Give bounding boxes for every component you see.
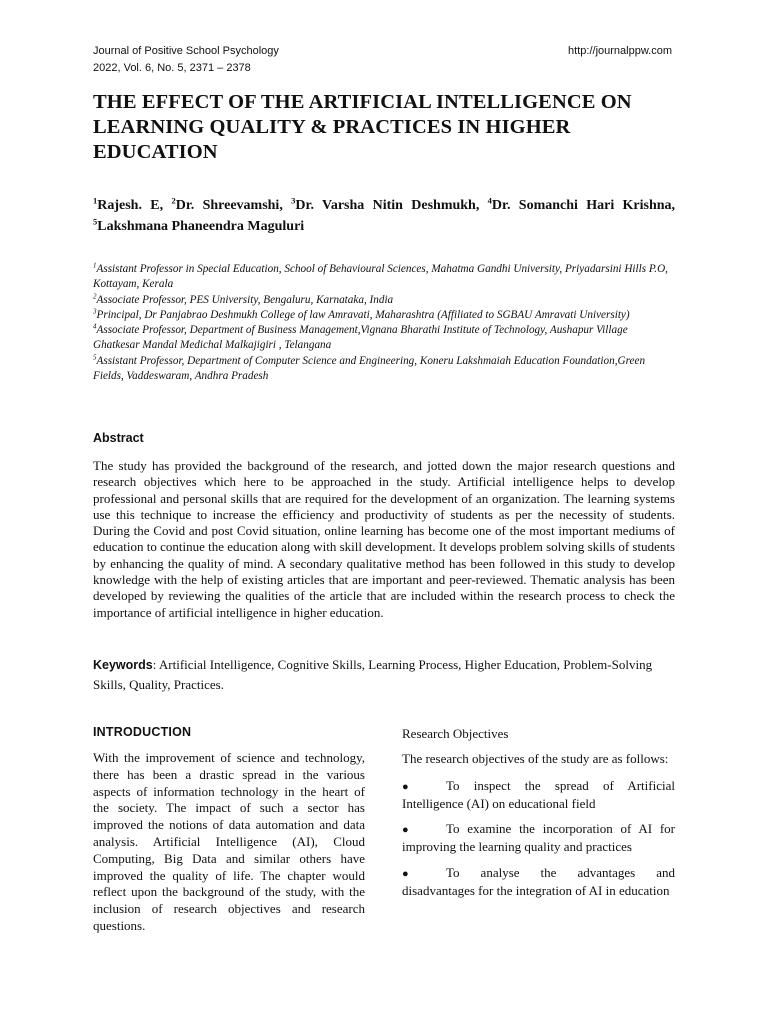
author-separator: , bbox=[279, 198, 292, 213]
keywords-text: : Artificial Intelligence, Cognitive Skills, Learning Process, Higher Education, Problem-Solving Skills, Quality, Practices. bbox=[93, 657, 653, 692]
author-number: 1 bbox=[93, 195, 98, 206]
author bbox=[171, 195, 280, 213]
author-name: Rajesh. E bbox=[97, 198, 160, 213]
list-item bbox=[402, 778, 675, 813]
list-item-text: To examine the incorporation of AI for improving the learning quality and practices bbox=[402, 821, 675, 855]
affiliation-text: Associate Professor, Department of Business Management,Vignana Bharathi Institute of Technology, Aushapur Village Ghatkesar Mandal Medichal Malkajigiri , Telangana bbox=[93, 324, 628, 352]
journal-volume: 2022, Vol. 6, No. 5, 2371 – 2378 bbox=[93, 62, 251, 74]
author-separator: , bbox=[671, 198, 676, 213]
introduction-column bbox=[93, 725, 365, 935]
affiliation-number: 4 bbox=[93, 322, 97, 331]
affiliation bbox=[93, 308, 675, 323]
author-name: Lakshmana Phaneendra Maguluri bbox=[97, 219, 305, 234]
author-separator: , bbox=[159, 198, 172, 213]
affiliation-number: 3 bbox=[93, 307, 97, 316]
research-objectives-list bbox=[402, 778, 675, 900]
keywords-label: Keywords bbox=[93, 658, 153, 672]
running-header bbox=[93, 43, 672, 77]
journal-name: Journal of Positive School Psychology bbox=[93, 45, 279, 57]
affiliation-text: Associate Professor, PES University, Bengaluru, Karnataka, India bbox=[96, 293, 394, 306]
author-number: 5 bbox=[93, 216, 98, 227]
list-item bbox=[402, 821, 675, 856]
journal-url[interactable]: http://journalppw.com bbox=[568, 45, 672, 57]
keywords bbox=[93, 655, 675, 695]
research-objectives-intro: The research objectives of the study are as follows: bbox=[402, 751, 669, 766]
affiliation bbox=[93, 262, 675, 293]
affiliation-text: Assistant Professor in Special Education, School of Behavioural Sciences, Mahatma Gandhi University, Priyadarsini Hills P.O, Kottayam, Kerala bbox=[93, 263, 668, 291]
affiliation bbox=[93, 354, 675, 385]
author-list bbox=[93, 195, 675, 237]
author-number: 4 bbox=[487, 195, 492, 206]
author-number: 2 bbox=[171, 195, 176, 206]
author-name: Dr. Shreevamshi bbox=[175, 198, 280, 213]
list-item bbox=[402, 865, 675, 900]
affiliation bbox=[93, 323, 675, 354]
research-objectives-heading: Research Objectives bbox=[402, 726, 509, 741]
abstract-heading: Abstract bbox=[93, 431, 144, 445]
author bbox=[487, 195, 672, 213]
bullet-icon: ● bbox=[402, 780, 409, 793]
affiliation-number: 5 bbox=[93, 353, 97, 362]
bullet-icon: ● bbox=[402, 867, 409, 880]
research-objectives-column bbox=[402, 725, 675, 909]
affiliation bbox=[93, 293, 675, 308]
introduction-body: With the improvement of science and technology, there has been a drastic spread in the various aspects of information technology in the heart of the society. The impact of such a sector has improved the notions of data automation and data analysis. Artificial Intelligence (AI), Cloud Computing, Big Data and similar others have improved the quality of life. The chapter would reflect upon the background of the study, with the inclusion of research objectives and research questions. bbox=[93, 750, 365, 933]
list-item-text: To inspect the spread of Artificial Intelligence (AI) on educational field bbox=[402, 777, 675, 811]
author-name: Dr. Varsha Nitin Deshmukh bbox=[295, 198, 476, 213]
author-separator: , bbox=[475, 198, 488, 213]
author-name: Dr. Somanchi Hari Krishna bbox=[491, 198, 672, 213]
affiliation-number: 2 bbox=[93, 291, 97, 300]
author-number: 3 bbox=[291, 195, 296, 206]
list-item-text: To analyse the advantages and disadvantages for the integration of AI in education bbox=[402, 864, 675, 898]
author bbox=[93, 216, 305, 234]
affiliation-text: Principal, Dr Panjabrao Deshmukh College of law Amravati, Maharashtra (Affiliated to SGBAU Amravati University) bbox=[96, 308, 630, 321]
affiliation-list bbox=[93, 262, 675, 384]
author bbox=[93, 195, 160, 213]
paper-title: THE EFFECT OF THE ARTIFICIAL INTELLIGENCE ON LEARNING QUALITY & PRACTICES IN HIGHER EDUCATION bbox=[93, 91, 632, 163]
bullet-icon: ● bbox=[402, 824, 409, 837]
abstract-body: The study has provided the background of the research, and jotted down the major research questions and research objectives which here to be approached in the study. Artificial intelligence helps to develop professional and personal skills that are required for the development of an organization. The learning systems use this technique to increase the efficiency and productivity of students as per the necessity of students. During the Covid and post Covid situation, online learning has become one of the most important mediums of education to continue the education along with skill development. It develops problem solving skills of students by enhancing the quality of mind. A secondary qualitative method has been followed in this study to develop knowledge with the help of existing articles that are important and peer-reviewed. Thematic analysis has been developed by reviewing the qualities of the article that are included within the research process to check the importance of artificial intelligence in higher education. bbox=[93, 458, 676, 620]
affiliation-text: Assistant Professor, Department of Computer Science and Engineering, Koneru Lakshmaiah Education Foundation,Green Fields, Vaddeswaram, Andhra Pradesh bbox=[93, 354, 646, 383]
introduction-heading: INTRODUCTION bbox=[93, 725, 192, 739]
affiliation-number: 1 bbox=[93, 261, 97, 270]
author bbox=[291, 195, 476, 213]
